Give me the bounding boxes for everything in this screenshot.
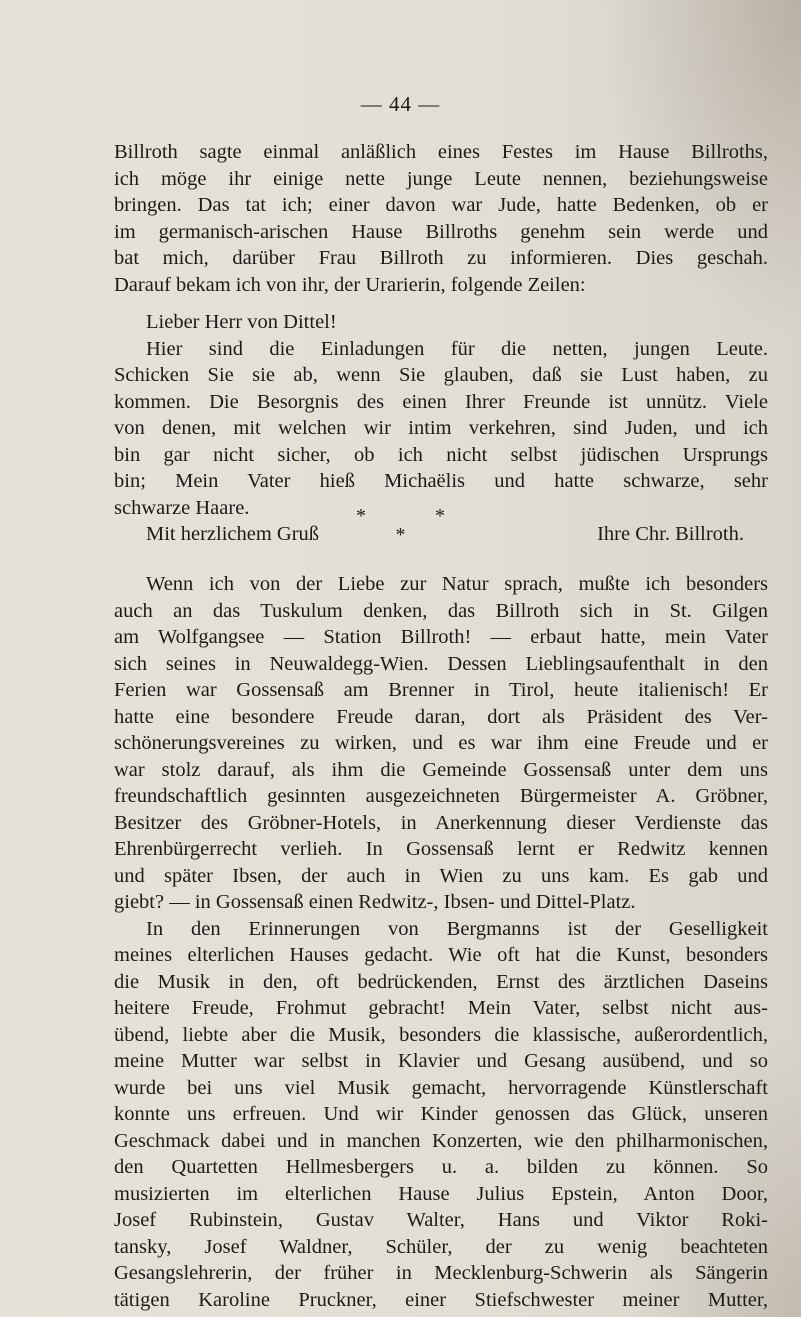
text-line: tätigen Karoline Pruckner, einer Stiefschwester meiner Mutter, [114,1288,768,1311]
text-line: hatte eine besondere Freude daran, dort als Präsident des Ver- [114,705,768,728]
text-line: und später Ibsen, der auch in Wien zu uns kam. Es gab und [114,864,768,887]
paragraph-billroth-invitation [114,139,768,298]
text-line: wurde bei uns viel Musik gemacht, hervorragende Künstlerschaft [114,1076,768,1099]
separator-star: * [356,505,366,527]
text-line: im germanisch-arischen Hause Billroths genehm sein werde und [114,220,768,243]
text-line: übend, liebte aber die Musik, besonders die klassische, außerordentlich, [114,1023,768,1046]
text-line: Ehrenbürgerrecht verlieh. In Gossensaß lernt er Redwitz kennen [114,838,768,860]
text-line: Billroth sagte einmal anläßlich eines Festes im Hause Billroths, [114,141,768,163]
text-line: Josef Rubinstein, Gustav Walter, Hans und Viktor Roki- [114,1209,768,1231]
text-line: tansky, Josef Waldner, Schüler, der zu wenig beachteten [114,1235,768,1258]
letter-line: schwarze Haare. [114,496,250,519]
letter-line: bin gar nicht sicher, ob ich nicht selbst jüdischen Ursprungs [114,443,768,466]
letter-line: von denen, mit welchen wir intim verkehren, sind Juden, und ich [114,417,768,439]
text-line: musizierten im elterlichen Hause Julius Epstein, Anton Door, [114,1182,768,1205]
text-line: die Musik in den, oft bedrückenden, Ernst des ärztlichen Daseins [114,970,768,993]
letter-closing: Mit herzlichem Gruß [146,523,320,545]
text-line: meines elterlichen Hauses gedacht. Wie oft hat die Kunst, besonders [114,944,768,966]
separator-star: * [395,524,406,546]
text-line: Darauf bekam ich von ihr, der Urarierin, folgende Zeilen: [114,273,586,296]
letter-salutation: Lieber Herr von Dittel! [146,311,337,333]
letter-line: Schicken Sie sie ab, wenn Sie glauben, daß sie Lust haben, zu [114,364,768,386]
text-line: war stolz darauf, als ihm die Gemeinde Gossensaß unter dem uns [114,758,768,781]
text-line: meine Mutter war selbst in Klavier und Gesang ausübend, und so [114,1050,768,1072]
text-line: heitere Freude, Frohmut gebracht! Mein Vater, selbst nicht aus- [114,997,768,1019]
text-line: bat mich, darüber Frau Billroth zu informieren. Dies geschah. [114,247,768,269]
letter-line: bin; Mein Vater hieß Michaëlis und hatte schwarze, sehr [114,470,768,492]
text-line: Besitzer des Gröbner-Hotels, in Anerkennung dieser Verdienste das [114,811,768,834]
paragraph-nature-gossensass [114,571,768,1313]
text-line: Gesangslehrerin, der früher in Mecklenburg-Schwerin als Sängerin [114,1262,768,1284]
text-line: Wenn ich von der Liebe zur Natur sprach, mußte ich besonders [146,573,768,595]
text-line: auch an das Tuskulum denken, das Billroth sich in St. Gilgen [114,599,768,622]
separator-star: * [435,505,445,527]
text-line: konnte uns erfreuen. Und wir Kinder genossen das Glück, unseren [114,1103,768,1125]
page-number: — 44 — [360,92,441,116]
letter-line: kommen. Die Besorgnis des einen Ihrer Freunde ist unnütz. Viele [114,390,768,413]
text-line: den Quartetten Hellmesbergers u. a. bilden zu können. So [114,1156,768,1178]
text-line: bringen. Das tat ich; einer davon war Jude, hatte Bedenken, ob er [114,194,768,216]
text-line: giebt? — in Gossensaß einen Redwitz-, Ibsen- und Dittel-Platz. [114,891,636,913]
text-line: freundschaftlich gesinnten ausgezeichneten Bürgermeister A. Gröbner, [114,785,768,807]
letter-signature: Ihre Chr. Billroth. [597,523,744,545]
text-line: ich möge ihr einige nette junge Leute nennen, beziehungsweise [114,167,768,190]
text-line: Ferien war Gossensaß am Brenner in Tirol, heute italienisch! Er [114,679,768,701]
text-line: schönerungsvereines zu wirken, und es war ihm eine Freude und er [114,732,768,754]
text-line: Geschmack dabei und in manchen Konzerten, wie den philharmonischen, [114,1129,768,1152]
text-line: In den Erinnerungen von Bergmanns ist der Geselligkeit [146,917,768,940]
letter-line: Hier sind die Einladungen für die netten, jungen Leute. [146,337,768,360]
section-separator-bottom [0,524,801,547]
text-line: am Wolfgangsee — Station Billroth! — erbaut hatte, mein Vater [114,626,768,648]
text-line: sich seines in Neuwaldegg-Wien. Dessen Lieblingsaufenthalt in den [114,652,768,675]
